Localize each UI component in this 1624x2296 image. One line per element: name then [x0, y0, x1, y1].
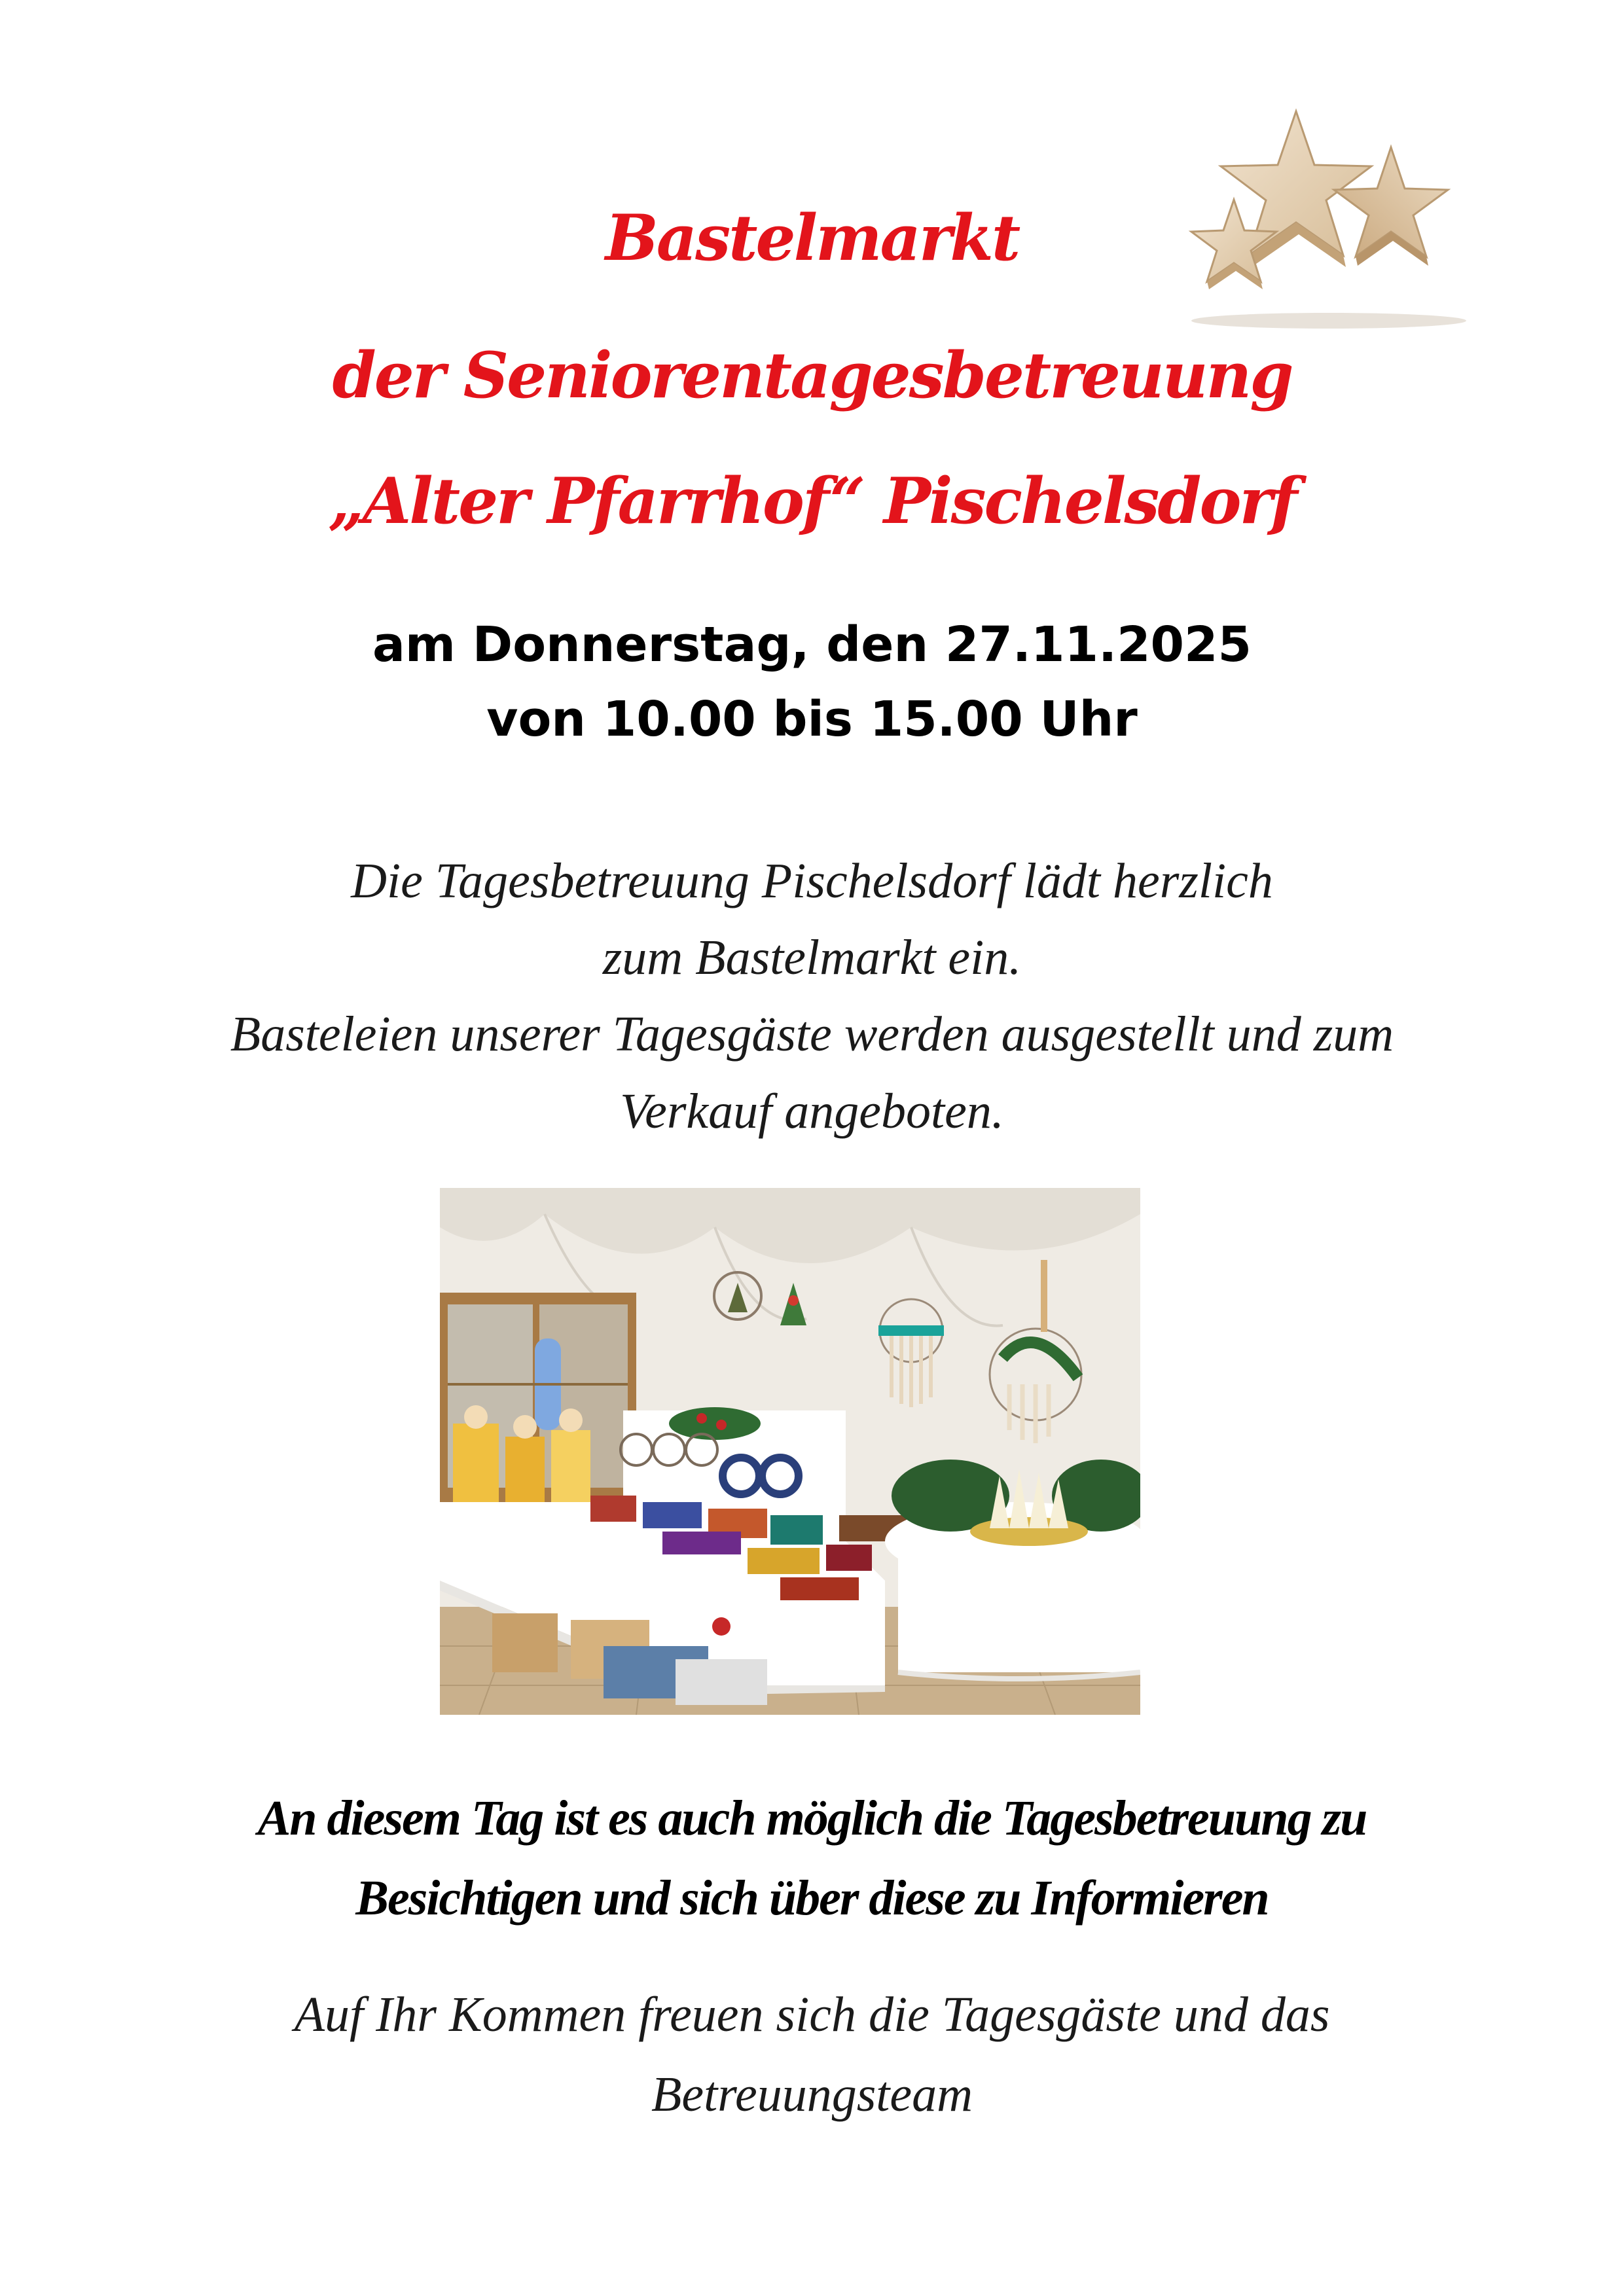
invitation-line: Verkauf angeboten.: [620, 1084, 1004, 1139]
craft-market-tables-icon: [440, 1188, 1140, 1715]
visit-note-line: An diesem Tag ist es auch möglich die Tagesbetreuung zu: [257, 1791, 1367, 1846]
visit-note-line: Besichtigen und sich über diese zu Informieren: [355, 1871, 1269, 1926]
invitation-line: Basteleien unserer Tagesgäste werden ausgestellt und zum: [230, 1007, 1394, 1062]
closing-line: Auf Ihr Kommen freuen sich die Tagesgäste und das: [294, 1987, 1330, 2042]
event-time: von 10.00 bis 15.00 Uhr: [486, 691, 1138, 747]
headline-organizer: der Seniorentagesbetreuung: [332, 338, 1292, 412]
closing-line: Betreuungsteam: [651, 2067, 973, 2122]
invitation-line: zum Bastelmarkt ein.: [602, 930, 1022, 985]
headline-location: „Alter Pfarrhof“ Pischelsdorf: [328, 464, 1296, 538]
invitation-line: Die Tagesbetreuung Pischelsdorf lädt herzlich: [351, 853, 1273, 908]
event-date: am Donnerstag, den 27.11.2025: [372, 617, 1252, 673]
headline-title: Bastelmarkt: [605, 201, 1019, 275]
craft-market-photo: [440, 1188, 1140, 1715]
